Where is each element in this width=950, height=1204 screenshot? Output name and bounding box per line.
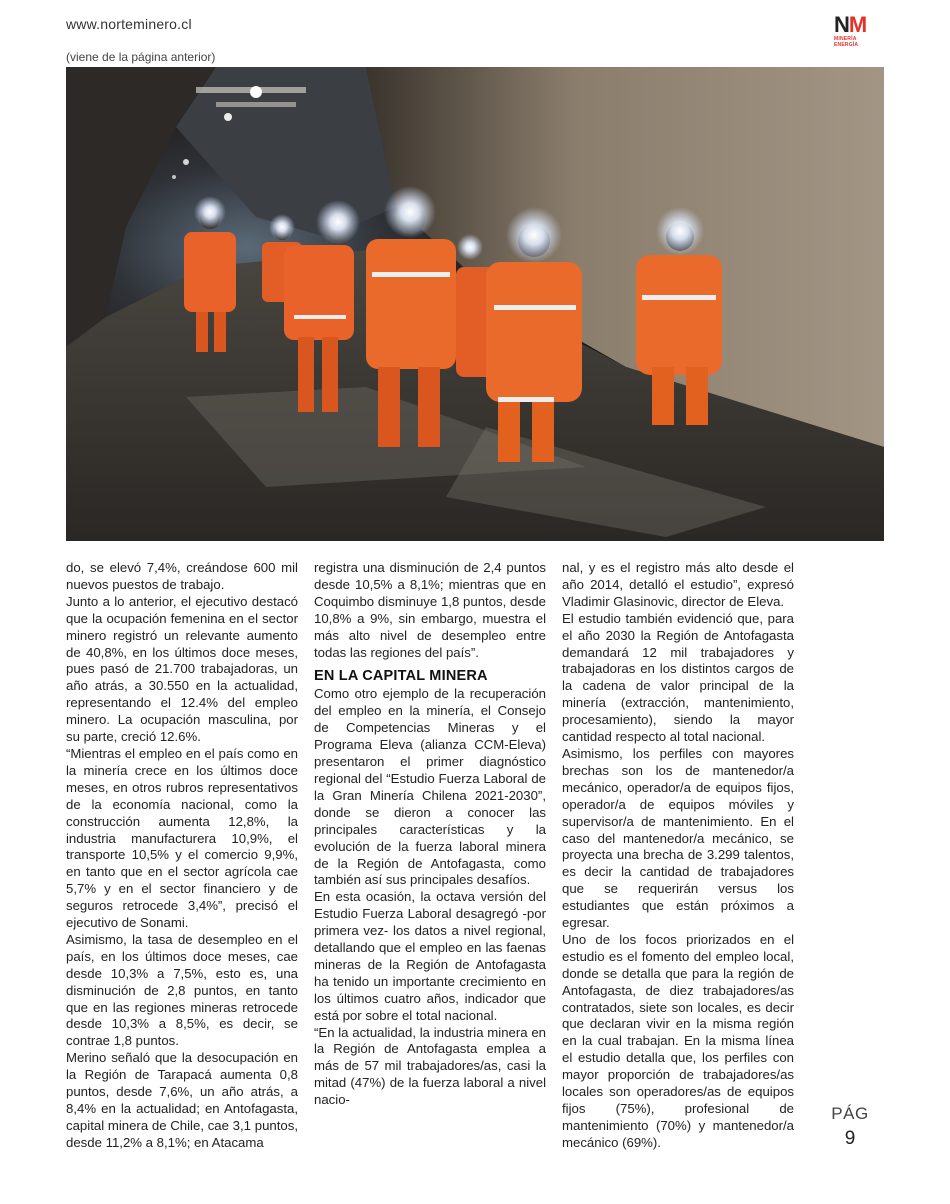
logo-sub-1: MINERÍA: [834, 36, 857, 42]
paragraph: Merino señaló que la desocupación en la Región de Tarapacá aumenta 0,8 puntos, desde 7,6%, un año atrás, a 8,4% en la actualidad; en Antofagasta, capital minera de Chile, cae 3,1 puntos, desde 11,2% a 8,1%; en Atacama: [66, 1050, 298, 1150]
miners-illustration: [66, 67, 884, 541]
article-column-3: [562, 560, 794, 1152]
magazine-logo: [834, 14, 874, 46]
section-heading: EN LA CAPITAL MINERA: [314, 668, 488, 685]
paragraph: do, se elevó 7,4%, creándose 600 mil nuevos puestos de trabajo.: [66, 560, 298, 592]
paragraph: “Mientras el empleo en el país como en la minería crece en los últimos doce meses, en otros rubros representativos de la economía nacional, como la construcción aumenta 12,8%, la industria manufacturera 10,9%, el transporte 10,5% y el comercio 9,9%, en tanto que en el sector agrícola cae 5,7% y en el sector financiero y de seguros retrocede 3,4%”, precisó el ejecutivo de Sonami.: [66, 745, 298, 931]
logo-letter-m: M: [848, 12, 867, 37]
paragraph: Asimismo, la tasa de desempleo en el país, en los últimos doce meses, cae desde 10,3% a 7,5%, esto es, una disminución de 2,8 puntos, en tanto que en las regiones mineras retrocede desde 10,3% a 8,5%, es decir, se contrae 1,8 puntos.: [66, 931, 298, 1049]
paragraph: Uno de los focos priorizados en el estudio es el fomento del empleo local, donde se detalla que para la región de Antofagasta, de diez trabajadores/as contratados, siete son locales, es decir que declaran vivir en la misma región en la cual trabajan. En la misma línea el estudio detalla que, los perfiles con mayor proporción de trabajadores/as locales son operadores/as de equipos fijos (75%), profesional de mantenimiento (70%) y mantenedor/a mecánico (69%).: [562, 931, 794, 1150]
paragraph: Como otro ejemplo de la recuperación del empleo en la minería, el Consejo de Competencias Mineras y el Programa Eleva (alianza CCM-Eleva) presentaron el primer diagnóstico regional del “Estudio Fuerza Laboral de la Gran Minería Chilena 2021-2030”, donde se dieron a conocer las principales características y la evolución de la fuerza laboral minera de la Región de Antofagasta, como también así sus principales desafíos.: [314, 686, 546, 888]
page-label: PÁG: [831, 1104, 869, 1123]
continued-note: (viene de la página anterior): [66, 50, 216, 64]
paragraph: Asimismo, los perfiles con mayores brechas son los de mantenedor/a mecánico, operador/a de equipos fijos, operador/a de equipos móviles y supervisor/a de mantenimiento. En el caso del mantenedor/a mecánico, se proyecta una brecha de 3.299 talentos, es decir la cantidad de trabajadores que se requerirán versus los estudiantes que están próximos a egresar.: [562, 745, 794, 931]
paragraph: El estudio también evidenció que, para el año 2030 la Región de Antofagasta demandará 12 mil trabajadores y trabajadoras en los distintos cargos de la cadena de valor principal de la minería (extracción, mantenimiento, procesamiento), siendo la mayor cantidad respecto al total nacional.: [562, 610, 794, 745]
page-number: 9: [844, 1128, 856, 1149]
paragraph: “En la actualidad, la industria minera en la Región de Antofagasta emplea a más de 57 mil trabajadores/as, casi la mitad (47%) de la fuerza laboral a nivel nacio-: [314, 1024, 546, 1108]
tunnel-photo: [66, 67, 884, 541]
site-url[interactable]: www.norteminero.cl: [66, 16, 192, 32]
paragraph: En esta ocasión, la octava versión del Estudio Fuerza Laboral desagregó -por primera vez- los datos a nivel regional, detallando que el empleo en las faenas mineras de la Región de Antofagasta ha tenido un importante crecimiento en los últimos cuatro años, indicador que está por sobre el total nacional.: [314, 889, 546, 1023]
logo-letter-n: N: [834, 12, 849, 37]
article-column-2: [314, 560, 546, 1109]
logo-sub-2: ENERGÍA: [834, 42, 859, 48]
paragraph: nal, y es el registro más alto desde el año 2014, detalló el estudio”, expresó Vladimir Glasinovic, director de Eleva.: [562, 560, 794, 609]
paragraph: registra una disminución de 2,4 puntos desde 10,5% a 8,1%; mientras que en Coquimbo disminuye 1,8 puntos, desde 10,8% a 9%, sin embargo, muestra el más alto nivel de desempleo entre todas las regiones del país”.: [314, 560, 546, 660]
paragraph: Junto a lo anterior, el ejecutivo destacó que la ocupación femenina en el sector minero registró un relevante aumento de 40,8%, en los últimos doce meses, pues pasó de 21.700 trabajadoras, un año atrás, a 30.550 en la actualidad, representando el 12.4% del empleo minero. La ocupación masculina, por su parte, creció 12.6%.: [66, 593, 298, 745]
article-column-1: [66, 560, 298, 1152]
